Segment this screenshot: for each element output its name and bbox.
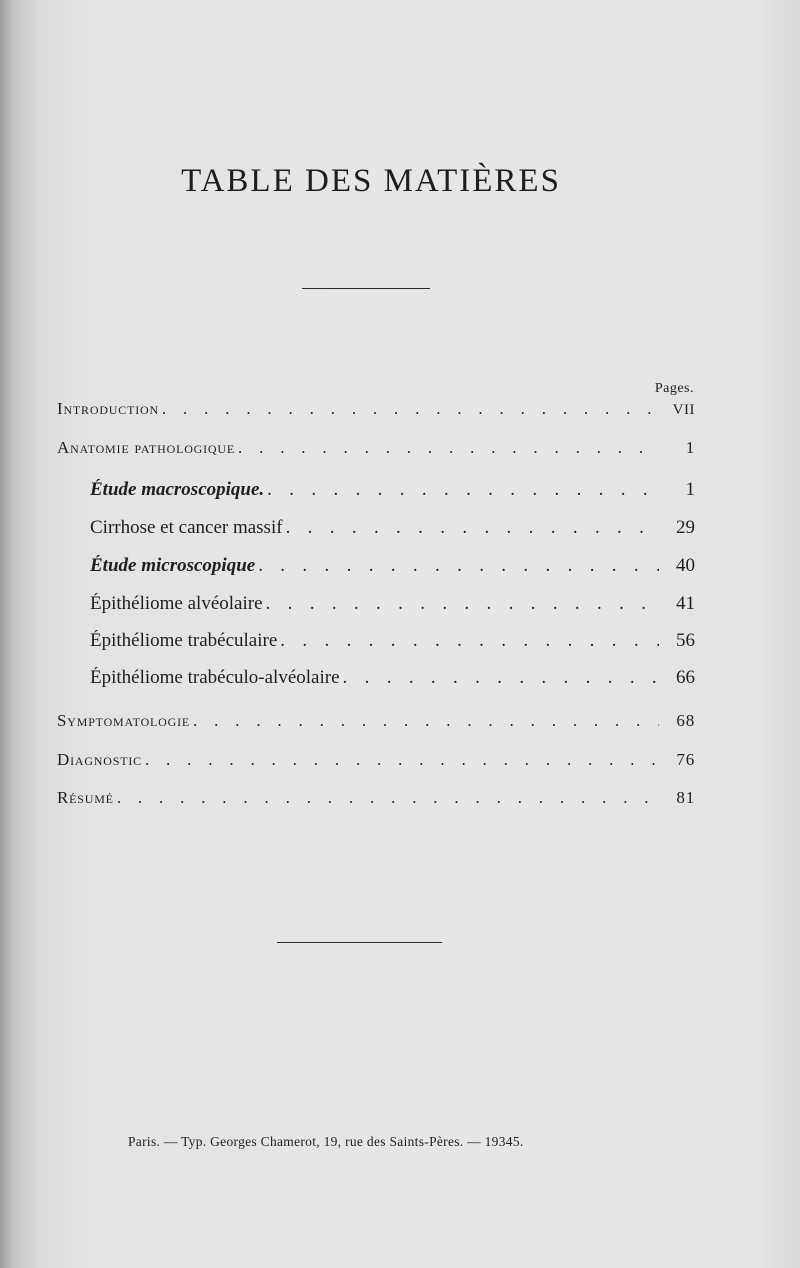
toc-entry-page: 40 (676, 555, 695, 576)
toc-entry-page: 76 (676, 750, 695, 769)
toc-entry-resume (57, 788, 695, 816)
dot-leader (238, 438, 659, 458)
dot-leader (267, 479, 659, 501)
toc-entry-label: Étude macroscopique. (90, 479, 265, 500)
toc-entry-page: 1 (685, 438, 695, 457)
dot-leader (117, 788, 659, 808)
printer-imprint: Paris. — Typ. Georges Chamerot, 19, rue des Saints-Pères. — 19345. (128, 1134, 524, 1149)
toc-entry-page: 66 (676, 667, 695, 688)
toc-entry-epith-alveolaire (90, 593, 695, 621)
toc-entry-epith-trabeculaire (90, 630, 695, 658)
toc-entry-label: Épithéliome alvéolaire (90, 593, 263, 614)
toc-entry-label: Cirrhose et cancer massif (90, 517, 283, 538)
toc-entry-page: 29 (676, 517, 695, 538)
dot-leader (193, 711, 659, 731)
toc-entry-page: 68 (676, 711, 695, 730)
toc-entry-label: Anatomie pathologique (57, 438, 235, 457)
toc-entry-label: Introduction (57, 399, 159, 418)
dot-leader (145, 750, 659, 770)
toc-entry-label: Épithéliome trabéculo-alvéolaire (90, 667, 340, 688)
dot-leader (258, 555, 659, 577)
dot-leader (286, 517, 659, 539)
dot-leader (280, 630, 659, 652)
toc-entry-diagnostic (57, 750, 695, 778)
toc-entry-page: 41 (676, 593, 695, 614)
dot-leader (266, 593, 659, 615)
toc-entry-label: Étude microscopique (90, 555, 256, 576)
end-divider (277, 942, 442, 943)
toc-entry-label: Symptomatologie (57, 711, 191, 730)
toc-entry-page: 56 (676, 630, 695, 651)
toc-entry-anatomie (57, 438, 695, 466)
dot-leader (162, 399, 659, 419)
toc-entry-label: Épithéliome trabéculaire (90, 630, 278, 651)
toc-entry-symptomatologie (57, 711, 695, 739)
toc-entry-page: 1 (685, 479, 695, 500)
dot-leader (343, 667, 659, 689)
toc-entry-label: Diagnostic (57, 750, 142, 769)
toc-entry-introduction (57, 399, 695, 427)
page-title: TABLE DES MATIÈRES (181, 163, 561, 199)
pages-column-header: Pages. (654, 381, 694, 396)
toc-entry-etude-macro (90, 479, 695, 507)
toc-entry-label: Résumé (57, 788, 114, 807)
toc-entry-epith-trabeculo (90, 667, 695, 695)
title-divider (302, 288, 430, 289)
toc-entry-etude-micro (90, 555, 695, 583)
toc-entry-page: 81 (676, 788, 695, 807)
toc-entry-page: VII (672, 402, 695, 418)
toc-entry-cirrhose (90, 517, 695, 545)
